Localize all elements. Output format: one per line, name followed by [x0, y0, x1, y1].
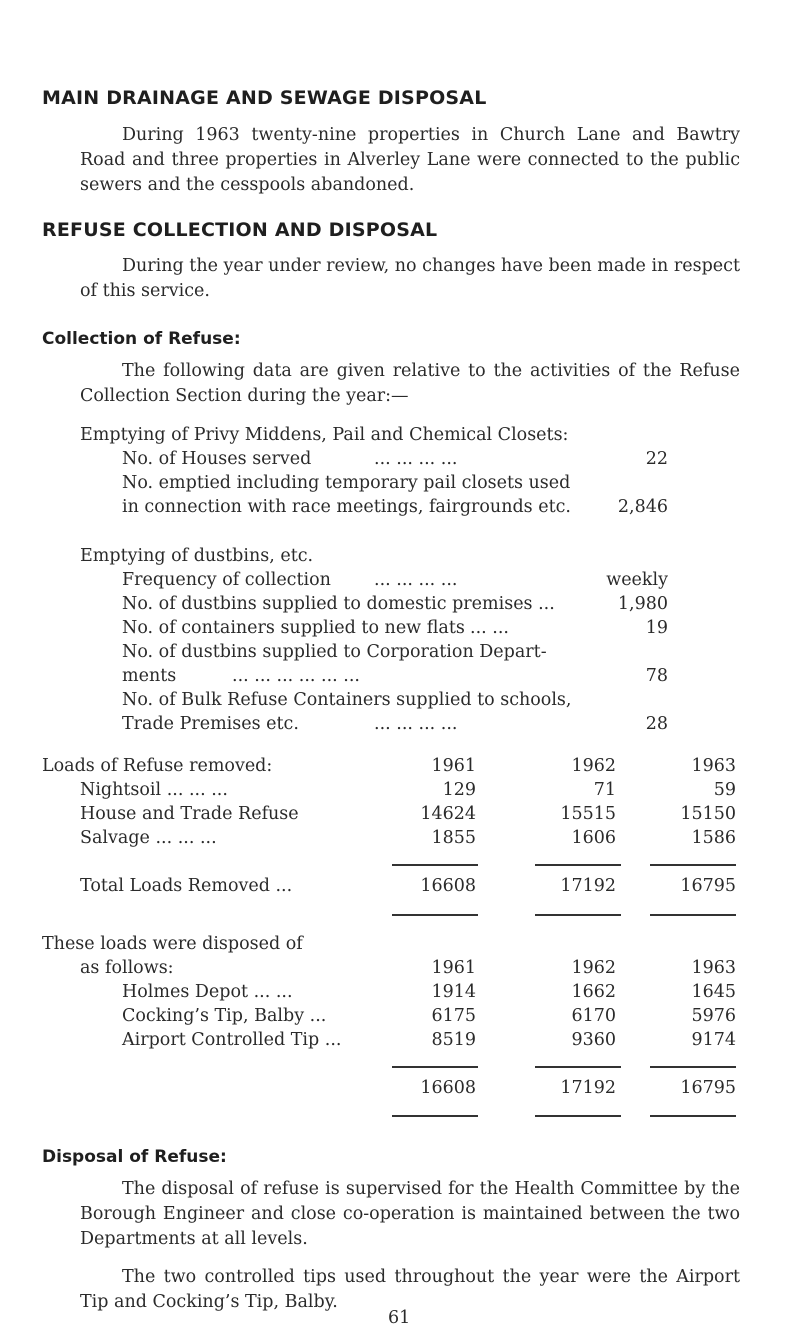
loads-subtotal-rule [535, 864, 621, 866]
emptied-label-line1: No. emptied including temporary pail closets used [122, 473, 571, 493]
disposed-cell: 5976 [691, 1006, 736, 1026]
houses-served-label: No. of Houses served [122, 449, 312, 469]
emptied-label-line2: in connection with race meetings, fairgrounds etc. [122, 497, 571, 517]
disposed-row-label: Cocking’s Tip, Balby ... [122, 1006, 327, 1026]
total-loads-label: Total Loads Removed ... [80, 876, 293, 896]
houses-served-value: 22 [645, 449, 668, 469]
frequency-value: weekly [606, 570, 668, 590]
bulk-containers-value: 28 [645, 714, 668, 734]
loads-cell: 59 [713, 780, 736, 800]
disposed-heading-line1: These loads were disposed of [42, 934, 303, 954]
disposed-cell: 1914 [431, 982, 476, 1002]
disposed-subtotal-rule [650, 1066, 736, 1068]
loads-cell: 15515 [560, 804, 616, 824]
disposal-paragraph-1: The disposal of refuse is supervised for the Health Committee by the Borough Engineer and close co-operation is maintained between the two Departments at all levels. [80, 1179, 740, 1249]
disposed-total-rule [535, 1115, 621, 1117]
disposed-total-rule [650, 1115, 736, 1117]
loads-total-rule [392, 914, 478, 916]
refuse-collection-heading: REFUSE COLLECTION AND DISPOSAL [42, 219, 438, 241]
disposed-total-1961: 16608 [420, 1078, 476, 1098]
disposed-cell: 1662 [571, 982, 616, 1002]
disposed-row-label: Airport Controlled Tip ... [122, 1030, 342, 1050]
page-number: 61 [388, 1308, 411, 1328]
loads-year-1963: 1963 [691, 756, 736, 776]
loads-total-rule [535, 914, 621, 916]
disposed-total-rule [392, 1115, 478, 1117]
loads-row-label: Salvage ... ... ... [80, 828, 217, 848]
loads-total-rule [650, 914, 736, 916]
loads-cell: 1586 [691, 828, 736, 848]
disposal-of-refuse-heading: Disposal of Refuse: [42, 1147, 227, 1167]
total-loads-1961: 16608 [420, 876, 476, 896]
total-loads-1962: 17192 [560, 876, 616, 896]
loads-subtotal-rule [392, 864, 478, 866]
collection-intro-paragraph: The following data are given relative to the activities of the Refuse Collection Section during the year:— [80, 361, 740, 406]
flats-containers-dots: ... ... [470, 618, 509, 638]
refuse-review-paragraph: During the year under review, no changes have been made in respect of this service. [80, 256, 740, 301]
disposed-year-1963: 1963 [691, 958, 736, 978]
disposed-subtotal-rule [535, 1066, 621, 1068]
bulk-containers-label-line1: No. of Bulk Refuse Containers supplied to schools, [122, 690, 572, 710]
collection-of-refuse-heading: Collection of Refuse: [42, 329, 241, 349]
loads-year-1962: 1962 [571, 756, 616, 776]
drainage-paragraph: During 1963 twenty-nine properties in Church Lane and Bawtry Road and three properties in Alverley Lane were connected to the public sewers and the cesspools abandoned. [80, 125, 740, 195]
disposed-row-label: Holmes Depot ... ... [122, 982, 293, 1002]
domestic-dustbins-value: 1,980 [617, 594, 668, 614]
disposed-cell: 9174 [691, 1030, 736, 1050]
disposed-cell: 1645 [691, 982, 736, 1002]
disposed-cell: 9360 [571, 1030, 616, 1050]
disposed-year-1962: 1962 [571, 958, 616, 978]
frequency-label: Frequency of collection [122, 570, 331, 590]
houses-served-dots: ... ... ... ... [374, 449, 458, 469]
disposed-heading-line2: as follows: [80, 958, 174, 978]
loads-cell: 1606 [571, 828, 616, 848]
bulk-containers-dots: ... ... ... ... [374, 714, 458, 734]
disposal-paragraph-2: The two controlled tips used throughout the year were the Airport Tip and Cocking’s Tip, Balby. [80, 1267, 740, 1312]
disposed-cell: 6175 [431, 1006, 476, 1026]
loads-cell: 1855 [431, 828, 476, 848]
corporation-dustbins-value: 78 [645, 666, 668, 686]
emptied-value: 2,846 [617, 497, 668, 517]
disposed-subtotal-rule [392, 1066, 478, 1068]
loads-subtotal-rule [650, 864, 736, 866]
disposed-total-1963: 16795 [680, 1078, 736, 1098]
loads-row-label: Nightsoil ... ... ... [80, 780, 228, 800]
main-drainage-heading: MAIN DRAINAGE AND SEWAGE DISPOSAL [42, 87, 487, 109]
frequency-dots: ... ... ... ... [374, 570, 458, 590]
disposed-cell: 8519 [431, 1030, 476, 1050]
loads-table-heading: Loads of Refuse removed: [42, 756, 273, 776]
corporation-dustbins-label-line2: ments [122, 666, 177, 686]
dustbins-heading: Emptying of dustbins, etc. [80, 546, 314, 566]
domestic-dustbins-label: No. of dustbins supplied to domestic premises ... [122, 594, 555, 614]
loads-year-1961: 1961 [431, 756, 476, 776]
bulk-containers-label-line2: Trade Premises etc. [122, 714, 299, 734]
flats-containers-label: No. of containers supplied to new flats [122, 618, 465, 638]
loads-row-label: House and Trade Refuse [80, 804, 299, 824]
corporation-dustbins-dots: ... ... ... ... ... ... [232, 666, 360, 686]
corporation-dustbins-label-line1: No. of dustbins supplied to Corporation Depart- [122, 642, 547, 662]
disposed-year-1961: 1961 [431, 958, 476, 978]
privy-heading: Emptying of Privy Middens, Pail and Chemical Closets: [80, 425, 569, 445]
loads-cell: 129 [442, 780, 476, 800]
loads-cell: 71 [593, 780, 616, 800]
loads-cell: 15150 [680, 804, 736, 824]
flats-containers-value: 19 [645, 618, 668, 638]
total-loads-1963: 16795 [680, 876, 736, 896]
disposed-cell: 6170 [571, 1006, 616, 1026]
disposed-total-1962: 17192 [560, 1078, 616, 1098]
loads-cell: 14624 [420, 804, 476, 824]
